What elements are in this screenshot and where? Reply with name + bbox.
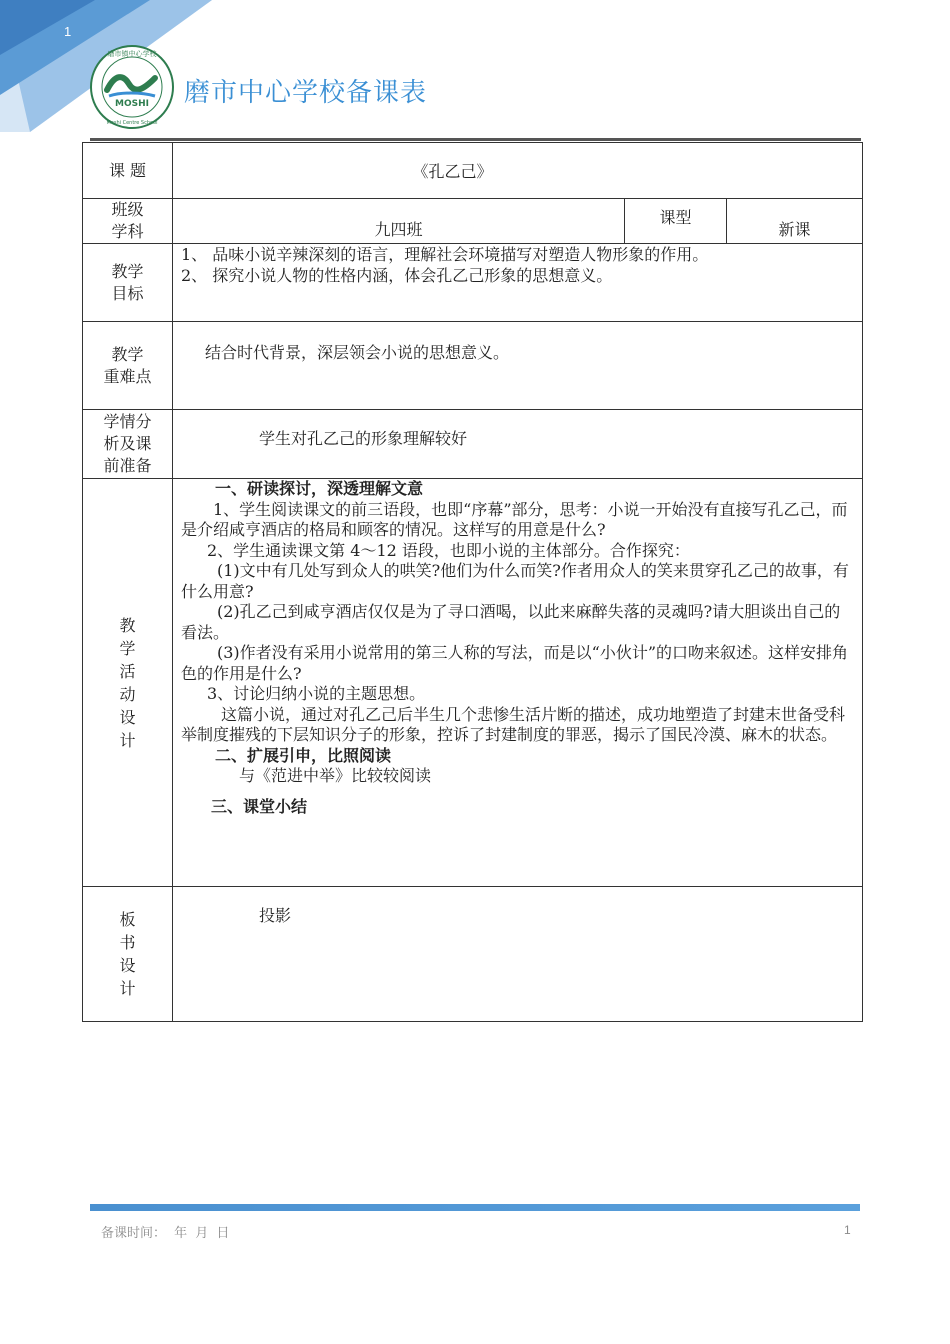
- row-board: [83, 887, 863, 1022]
- board-label-char: 计: [119, 979, 136, 998]
- row-student-analysis: [83, 410, 863, 479]
- activity-label: [83, 479, 173, 887]
- activity-heading-2: 二、扩展引申，比照阅读: [215, 745, 392, 765]
- activity-paragraph: 2、学生通读课文第 4～12 语段，也即小说的主体部分。合作探究：: [207, 540, 690, 560]
- student-label-line1: 学情分: [103, 412, 152, 431]
- goal-item: 2、 探究小说人物的性格内涵，体会孔乙己形象的思想意义。: [181, 266, 613, 285]
- lesson-plan-table: [82, 142, 863, 1022]
- svg-text:Moshi Centre School: Moshi Centre School: [106, 120, 158, 126]
- goal-label: [83, 244, 173, 322]
- activity-content: [173, 479, 863, 887]
- activity-label-char: 动: [119, 684, 136, 704]
- activity-heading-3: 三、课堂小结: [211, 796, 308, 816]
- activity-label-char: 教: [119, 615, 136, 635]
- key-points-label: [83, 322, 173, 410]
- prep-time: 备课时间： 年 月 日: [101, 1226, 230, 1241]
- type-value: 新课: [727, 199, 863, 244]
- activity-label-char: 计: [119, 730, 136, 750]
- board-value: 投影: [173, 887, 863, 1022]
- activity-label-char: 活: [119, 661, 136, 681]
- row-key-points: [83, 322, 863, 410]
- goal-label-line2: 目标: [111, 283, 144, 303]
- goal-content: [173, 244, 863, 322]
- school-logo: [89, 44, 175, 130]
- board-label: [83, 887, 173, 1022]
- activity-paragraph: 与《范进中举》比较较阅读: [239, 766, 432, 785]
- activity-paragraph: (1)文中有几处写到众人的哄笑?他们为什么而笑?作者用众人的笑来贯穿孔乙己的故事，有什么用意?: [181, 561, 849, 601]
- board-label-char: 书: [119, 933, 136, 952]
- student-analysis-label: [83, 410, 173, 479]
- student-analysis-value: 学生对孔乙己的形象理解较好: [173, 410, 863, 479]
- header-rule: [90, 138, 861, 141]
- key-label-line1: 教学: [111, 344, 144, 364]
- topic-label: 课 题: [83, 143, 173, 199]
- activity-paragraph: (2)孔乙己到咸亨酒店仅仅是为了寻口酒喝，以此来麻醉失落的灵魂吗?请大胆谈出自己的看法。: [181, 602, 841, 642]
- row-goals: [83, 244, 863, 322]
- board-label-char: 板: [119, 910, 136, 929]
- type-label: 课型: [625, 199, 727, 244]
- footer-page-number: 1: [844, 1223, 851, 1237]
- class-value: 九四班: [173, 199, 625, 244]
- school-title: 磨市中心学校备课表: [184, 78, 428, 108]
- class-subject-label: [83, 199, 173, 244]
- svg-text:磨市镇中心学校: 磨市镇中心学校: [107, 50, 157, 58]
- activity-paragraph: 这篇小说，通过对孔乙己后半生几个悲惨生活片断的描述，成功地塑造了封建末世备受科举制度摧残的下层知识分子的形象，控诉了封建制度的罪恶，揭示了国民冷漠、麻木的状态。: [181, 704, 846, 744]
- header-page-number: 1: [64, 24, 72, 39]
- class-label-line1: 班级: [111, 200, 144, 219]
- activity-label-char: 学: [119, 638, 136, 658]
- activity-heading-1: 一、研读探讨，深透理解文意: [215, 479, 424, 498]
- key-points-value: 结合时代背景，深层领会小说的思想意义。: [173, 322, 863, 410]
- class-label-line2: 学科: [111, 222, 144, 241]
- footer-bar: [90, 1204, 860, 1211]
- activity-paragraph: (3)作者没有采用小说常用的第三人称的写法，而是以“小伙计”的口吻来叙述。这样安排角色的作用是什么?: [181, 643, 849, 683]
- student-label-line2: 析及课: [103, 434, 152, 453]
- goal-label-line1: 教学: [111, 261, 144, 281]
- activity-label-char: 设: [119, 707, 136, 727]
- key-label-line2: 重难点: [103, 366, 152, 386]
- row-activity: [83, 479, 863, 887]
- goal-item: 1、 品味小说辛辣深刻的语言，理解社会环境描写对塑造人物形象的作用。: [181, 245, 709, 264]
- activity-paragraph: 3、讨论归纳小说的主题思想。: [207, 684, 426, 703]
- svg-text:MOSHI: MOSHI: [115, 99, 149, 109]
- topic-value: 《孔乙己》: [173, 143, 863, 199]
- board-label-char: 设: [119, 956, 136, 975]
- student-label-line3: 前准备: [103, 456, 152, 475]
- row-topic: [83, 143, 863, 199]
- row-class: [83, 199, 863, 244]
- activity-paragraph: 1、学生阅读课文的前三语段，也即“序幕”部分，思考：小说一开始没有直接写孔乙己，而是介绍咸亨酒店的格局和顾客的情况。这样写的用意是什么?: [181, 499, 848, 539]
